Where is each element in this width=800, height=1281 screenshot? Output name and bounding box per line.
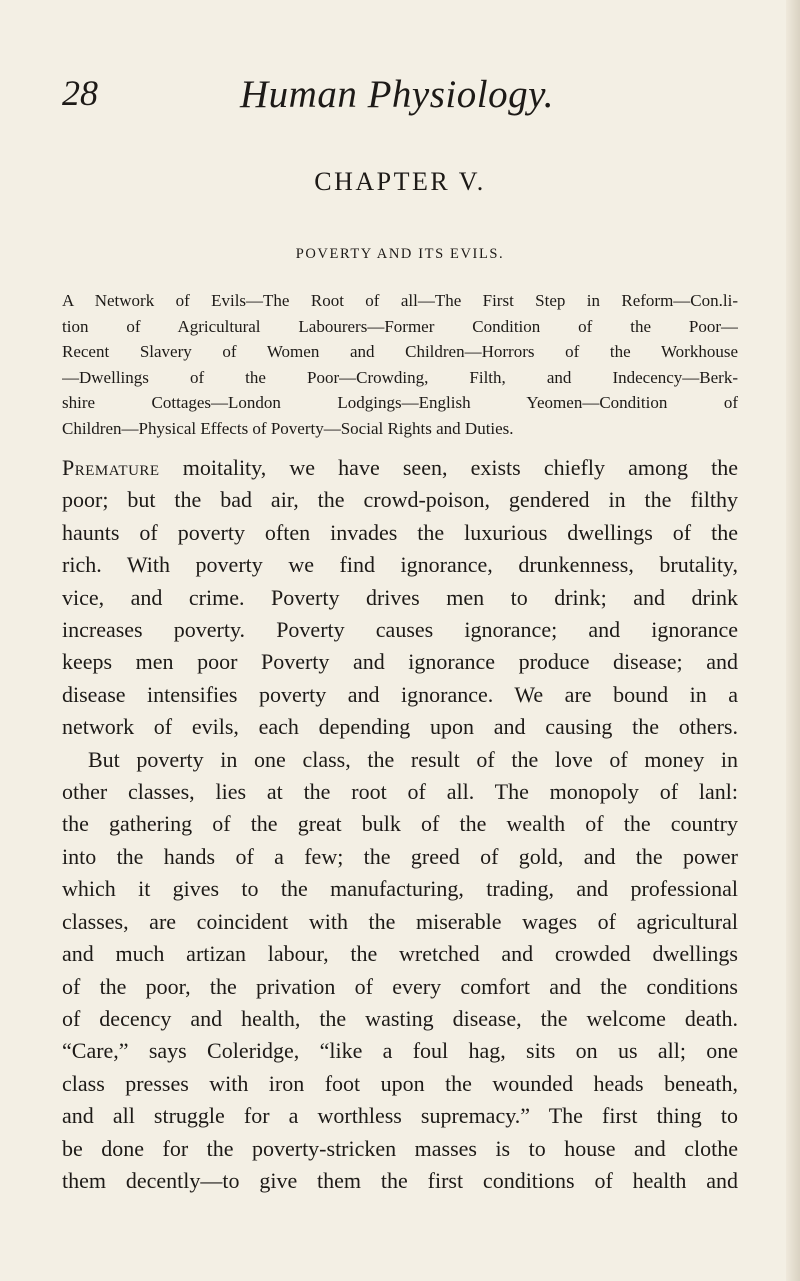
body-line: and all struggle for a worthless supremacy.” The first thing to: [62, 1103, 738, 1129]
summary-line: —Dwellings of the Poor—Crowding, Filth, and Indecency—Berk-: [62, 367, 738, 387]
body-line: rich. With poverty we find ignorance, drunkenness, brutality,: [62, 552, 738, 578]
body-line: classes, are coincident with the miserable wages of agricultural: [62, 908, 738, 934]
body-line: [62, 452, 738, 484]
body-line: and much artizan labour, the wretched and crowded dwellings: [62, 941, 738, 967]
body-line: network of evils, each depending upon and causing the others.: [62, 714, 738, 740]
chapter-summary: [62, 288, 738, 442]
body-line: increases poverty. Poverty causes ignorance; and ignorance: [62, 617, 738, 643]
body-line: But poverty in one class, the result of the love of money in: [88, 746, 738, 772]
body-line: “Care,” says Coleridge, “like a foul hag, sits on us all; one: [62, 1038, 738, 1064]
body-line: the gathering of the great bulk of the wealth of the country: [62, 811, 738, 837]
first-line-rest: moitality, we have seen, exists chiefly among the: [159, 455, 738, 480]
summary-line: tion of Agricultural Labourers—Former Condition of the Poor—: [62, 316, 738, 336]
body-line: vice, and crime. Poverty drives men to drink; and drink: [62, 584, 738, 610]
body-line: which it gives to the manufacturing, trading, and professional: [62, 876, 738, 902]
page-number: 28: [62, 73, 98, 113]
body-line: into the hands of a few; the greed of gold, and the power: [62, 843, 738, 869]
running-head: [62, 72, 732, 132]
summary-line: Recent Slavery of Women and Children—Horrors of the Workhouse: [62, 342, 738, 362]
chapter-title: CHAPTER V.: [314, 167, 486, 196]
summary-line: shire Cottages—London Lodgings—English Yeomen—Condition of: [62, 393, 738, 413]
body-line: poor; but the bad air, the crowd-poison, gendered in the filthy: [62, 487, 738, 513]
lead-word: Premature: [62, 455, 160, 480]
summary-line: Children—Physical Effects of Poverty—Social Rights and Duties.: [62, 418, 514, 438]
body-line: them decently—to give them the first conditions of health and: [62, 1167, 738, 1193]
summary-line: A Network of Evils—The Root of all—The First Step in Reform—Con.li-: [62, 291, 738, 310]
body-line: other classes, lies at the root of all. The monopoly of lanl:: [62, 779, 738, 805]
running-title: Human Physiology.: [240, 73, 554, 116]
chapter-subtitle: POVERTY AND ITS EVILS.: [295, 246, 505, 262]
body-line: class presses with iron foot upon the wounded heads beneath,: [62, 1070, 738, 1096]
body-line: of decency and health, the wasting disease, the welcome death.: [62, 1005, 738, 1031]
body-paragraph: [62, 452, 738, 1197]
body-line: disease intensifies poverty and ignorance. We are bound in a: [62, 681, 738, 707]
body-line: be done for the poverty-stricken masses is to house and clothe: [62, 1135, 738, 1161]
body-line: keeps men poor Poverty and ignorance produce disease; and: [62, 649, 738, 675]
body-line: of the poor, the privation of every comfort and the conditions: [62, 973, 738, 999]
body-line: haunts of poverty often invades the luxurious dwellings of the: [62, 519, 738, 545]
